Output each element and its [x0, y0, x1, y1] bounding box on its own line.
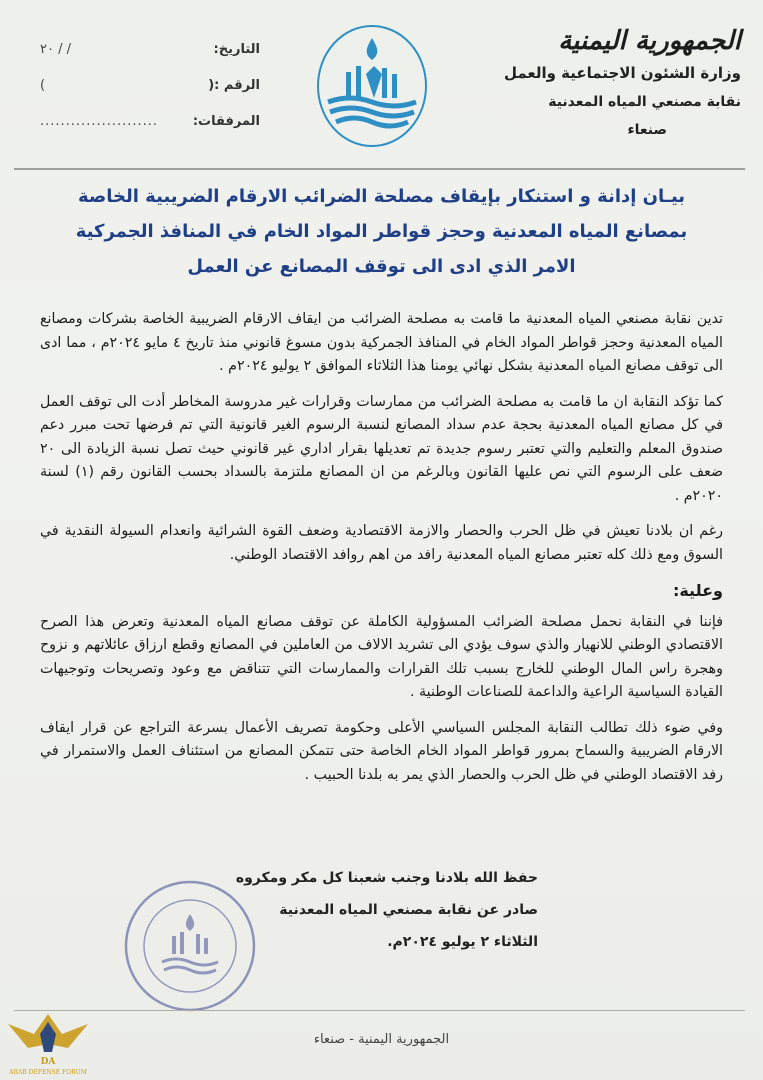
ref-row — [40, 78, 260, 114]
syndicate-name: نقابة مصنعي المياه المعدنية — [548, 94, 741, 110]
title-line-1: بيـان إدانة و استنكار بإيقاف مصلحة الضرائب الارقام الضريبية الخاصة — [77, 186, 686, 207]
republic-name: الجمهورية اليمنية — [558, 26, 741, 56]
closing-line-1: حفظ الله بلادنا وجنب شعبنا كل مكر ومكروه — [235, 870, 538, 886]
paragraph-1: تدين نقابة مصنعي المياه المعدنية ما قامت به مصلحة الضرائب من ايقاف الارقام الضريبية الخاصة بشركات ومصانع المياه المعدنية وحجز قواطر المواد الخام في المنافذ الجمركية بدون مسوغ قانوني منذ تاريخ ٤ مايو ٢٠٢٤م ، مما ادى الى توقف مصانع المياه المعدنية بشكل نهائي يومنا هذا الثلاثاء الموافق ٢ يوليو ٢٠٢٤م . — [40, 311, 723, 374]
official-stamp-icon — [122, 878, 258, 1014]
closing-block — [236, 862, 538, 958]
attach-row — [40, 114, 260, 150]
date-value: / / ٢٠ — [40, 42, 71, 57]
syndicate-logo-icon — [316, 24, 428, 152]
ministry-name: وزارة الشئون الاجتماعية والعمل — [503, 64, 741, 82]
paragraph-3: رغم ان بلادنا تعيش في ظل الحرب والحصار والازمة الاقتصادية وضعف القوة الشرائية وانعدام السيولة النقدية في السوق ومع ذلك كله تعتبر مصانع المياه المعدنية رافد من اهم روافد الاقتصاد الوطني. — [40, 523, 723, 563]
paragraph-2: كما تؤكد النقابة ان ما قامت به مصلحة الضرائب من ممارسات وقرارات غير مدروسة المخاطر أدت الى توقف العمل في كل مصانع المياه المعدنية بحجة عدم سداد المصانع لنسبة الرسوم الغير قانونية التي تم فرضها تحت مبرر دعم صندوق المعلم والتعليم والتي تعتبر رسوم جديدة تم تعديلها بقرار اداري غير قانوني حيث تصل نسبة الزيادة الى ٢٠ ضعف على الرسوم التي نص عليها القانون وبالرغم من ان المصانع ملتزمة بالسداد بحسب القانون رقم (١) لسنة ٢٠٢٠م . — [40, 393, 723, 504]
statement-title — [30, 186, 733, 291]
letterhead-right — [491, 26, 741, 138]
attach-value: ....................... — [40, 114, 159, 129]
title-line-2: بمصانع المياه المعدنية وحجز قواطر المواد الخام في المنافذ الجمركية — [75, 221, 688, 242]
letterhead-left — [40, 42, 260, 150]
header-divider — [14, 168, 745, 170]
section-heading: وعلية: — [672, 581, 723, 600]
closing-line-3: الثلاثاء ٢ يوليو ٢٠٢٤م. — [387, 934, 538, 950]
watermark-text: ARAB DEFENSE FORUM — [9, 1069, 87, 1076]
svg-text:DA: DA — [40, 1057, 56, 1067]
closing-line-2: صادر عن نقابة مصنعي المياه المعدنية — [279, 902, 538, 918]
date-label: التاريخ: — [213, 42, 260, 57]
paragraph-4: فإننا في النقابة نحمل مصلحة الضرائب المسؤولية الكاملة عن توقف مصانع المياه المعدنية وتعرض هذا الصرح الاقتصادي الوطني للانهيار والذي سوف يؤدي الى تشريد الالاف من العاملين في المصانع وقطع ارزاق عائلاتهم و نزوح وهجرة راس المال الوطني للخارج بسبب تلك القرارات والممارسات التي تتناقض مع وعود وتصريحات وتوجيهات القيادة السياسية الراعية والداعمة للصناعات الوطنية . — [40, 613, 723, 700]
ref-label: الرقم :( — [208, 78, 260, 93]
date-row — [40, 42, 260, 78]
paragraph-5: وفي ضوء ذلك تطالب النقابة المجلس السياسي الأعلى وحكومة تصريف الأعمال بسرعة التراجع عن قرار ايقاف الارقام الضريبية والسماح بمرور قواطر المواد الخام الخاصة حتى تتمكن المصانع من استئناف العمل والاستمرار في رفد الاقتصاد الوطني في ظل الحرب والحصار الذي يمر به بلدنا الحبيب . — [40, 719, 723, 783]
attach-label: المرفقات: — [192, 114, 260, 129]
city-name: صنعاء — [627, 122, 667, 138]
statement-body — [40, 308, 723, 799]
title-line-3: الامر الذي ادى الى توقف المصانع عن العمل — [187, 256, 576, 277]
footer-divider — [14, 1010, 745, 1011]
ref-value: ) — [40, 78, 47, 93]
forum-watermark-logo — [6, 1004, 90, 1078]
footer-text: الجمهورية اليمنية - صنعاء — [313, 1032, 450, 1047]
